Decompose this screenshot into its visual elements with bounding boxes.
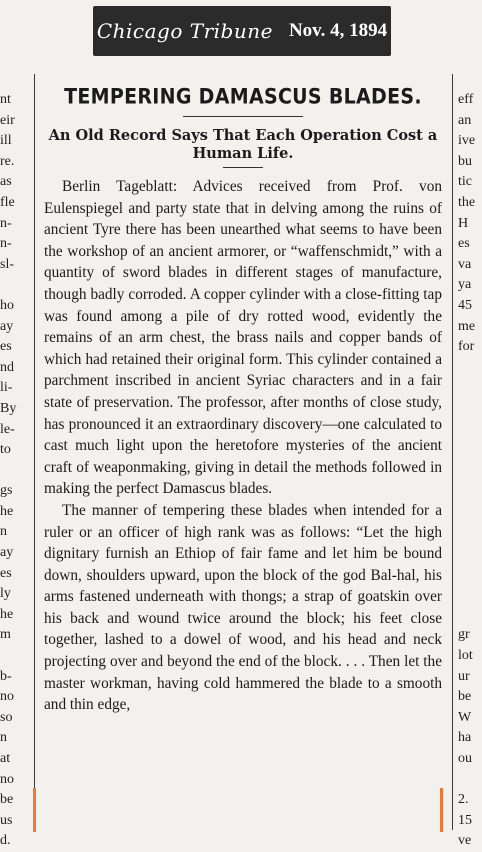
- right-column-line: eff: [458, 92, 474, 107]
- right-column-line: es: [458, 236, 470, 252]
- paragraph-2: The manner of tempering these blades when intended for a ruler or an officer of high rank was as follows: “Let the high dignitary furnish an Ethiop of fair fame and let him be bound down, shoulders upward, upon the block of the god Bal-hal, his arms fastened underneath with thongs; a strap of goatskin over his back and wound twice around the block; his feet close together, lashed to a dowel of wood, and his head and neck projecting over and beyond the end of the block. . . . Then let the master workman, having cold hammered the blade to a smooth and thin edge,: [44, 501, 442, 714]
- left-column-line: m: [0, 627, 11, 643]
- left-column-line: ho: [0, 297, 14, 313]
- subheadline: An Old Record Says That Each Operation Cost a Human Life.: [48, 127, 438, 162]
- right-column-line: [458, 543, 482, 564]
- right-column-line: [458, 378, 482, 399]
- publication-date: Nov. 4, 1894: [288, 20, 388, 41]
- column-rule-left: [34, 74, 35, 830]
- right-column-line: me: [458, 318, 476, 334]
- right-column-line: [458, 399, 482, 420]
- left-column-line: n-: [0, 236, 12, 252]
- right-column-line: [458, 770, 482, 791]
- right-column-line: [458, 584, 482, 605]
- right-column-line: 2.: [458, 792, 469, 808]
- right-column-line: [458, 358, 482, 379]
- left-column-line: fle: [0, 194, 15, 210]
- right-column-line: [458, 605, 482, 626]
- right-column-line: ou: [458, 751, 472, 766]
- left-column-line: at: [0, 751, 11, 766]
- right-column-line: ya: [458, 277, 472, 293]
- right-column-line: ur: [458, 668, 470, 684]
- left-column-line: n: [0, 730, 7, 746]
- highlight-marker-right: [440, 788, 443, 832]
- left-column-line: no: [0, 771, 14, 787]
- left-column-line: to: [0, 442, 11, 458]
- left-column-line: [0, 275, 26, 296]
- left-column-line: he: [0, 503, 14, 519]
- left-column-line: [0, 461, 26, 482]
- left-column-line: nt: [0, 92, 11, 107]
- right-column-line: bu: [458, 153, 472, 169]
- left-column-line: d.: [0, 833, 11, 849]
- left-column-line: us: [0, 812, 13, 828]
- right-column-line: H: [458, 215, 469, 231]
- right-column-line: [458, 461, 482, 482]
- right-column-line: lot: [458, 648, 473, 664]
- right-column-line: va: [458, 256, 472, 272]
- left-column-line: n-: [0, 215, 12, 231]
- left-column-line: es: [0, 565, 12, 581]
- right-column-line: 45: [458, 297, 472, 313]
- subhead-divider: [223, 167, 263, 168]
- article: [44, 86, 442, 716]
- left-column-line: ay: [0, 318, 14, 334]
- right-column-line: [458, 564, 482, 585]
- left-column-line: he: [0, 606, 14, 622]
- left-column-line: nd: [0, 359, 14, 375]
- left-column-line: es: [0, 339, 12, 355]
- left-column-line: li-: [0, 380, 13, 396]
- left-column-line: so: [0, 709, 13, 725]
- right-column-line: [458, 481, 482, 502]
- right-column-line: ve: [458, 833, 472, 849]
- paragraph-1: Berlin Tageblatt: Advices received from Prof. von Eulenspiegel and party state that in delving among the ruins of ancient Tyre there has been unearthed what seems to have been the workshop of an ancient armorer, or “waffenschmidt,” with a quantity of sword blades in different stages of manufacture, though badly corroded. A copper cylinder with a close-fitting tap was found among a pile of dry rotted wood, evidently the remains of an arm chest, the brass nails and copper bands of which had retained their original form. This cylinder contained a parchment inscribed in ancient Syriac characters and in a fair state of preservation. The professor, after months of close study, has pronounced it an extraordinary discovery—one calculated to cast much light upon the heretofore mysteries of the ancient craft of weaponmaking, giving in detail the methods followed in making the perfect Damascus blades.: [44, 178, 442, 498]
- left-column-line: be: [0, 792, 14, 808]
- left-column-line: as: [0, 174, 12, 190]
- right-column-line: gr: [458, 627, 470, 643]
- right-column-line: 15: [458, 812, 472, 828]
- left-column-line: ay: [0, 545, 14, 561]
- right-column-line: [458, 440, 482, 461]
- highlight-marker-left: [33, 788, 36, 832]
- left-column-line: re.: [0, 153, 15, 169]
- right-column-line: the: [458, 194, 476, 210]
- right-column-line: [458, 522, 482, 543]
- right-column-line: be: [458, 689, 472, 705]
- left-column-line: eir: [0, 112, 15, 128]
- left-column-line: b-: [0, 668, 12, 684]
- left-column-line: gs: [0, 483, 13, 499]
- adjacent-column-right: [458, 90, 482, 852]
- headline: TEMPERING DAMASCUS BLADES.: [64, 84, 422, 110]
- right-column-line: for: [458, 339, 475, 355]
- headline-divider: [183, 116, 303, 117]
- left-column-line: [0, 646, 26, 667]
- left-column-line: sl-: [0, 256, 14, 272]
- publication-name: Chicago Tribune: [96, 19, 273, 43]
- right-column-line: W: [458, 709, 472, 725]
- left-column-line: n: [0, 524, 7, 540]
- right-column-line: [458, 420, 482, 441]
- left-column-line: ill: [0, 133, 12, 149]
- source-header: [93, 6, 391, 56]
- right-column-line: tic: [458, 174, 472, 190]
- left-column-line: no: [0, 689, 14, 705]
- left-column-line: le-: [0, 421, 15, 437]
- right-column-line: ive: [458, 133, 476, 149]
- left-column-line: By: [0, 400, 17, 416]
- column-rule-right: [452, 74, 453, 830]
- left-column-line: ly: [0, 586, 11, 602]
- right-column-line: ha: [458, 730, 472, 746]
- right-column-line: [458, 502, 482, 523]
- adjacent-column-left: [0, 90, 26, 852]
- right-column-line: an: [458, 112, 472, 128]
